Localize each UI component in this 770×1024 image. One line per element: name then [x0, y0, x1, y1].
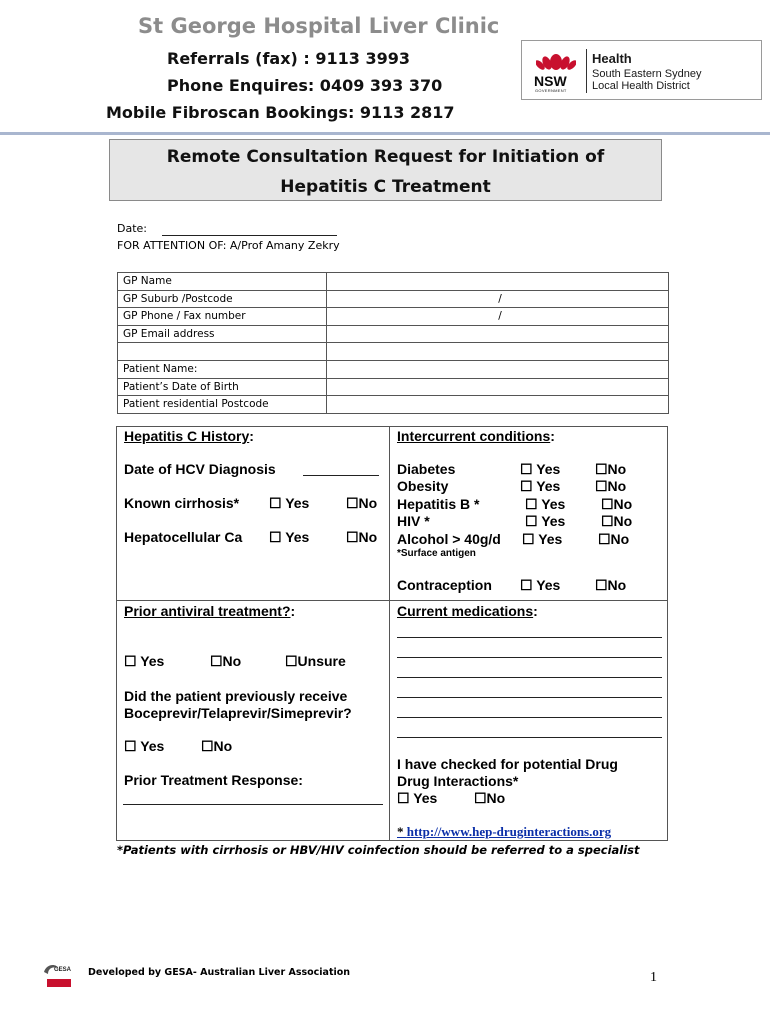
gesa-logo — [40, 962, 74, 988]
logo-government-text: GOVERNMENT — [535, 88, 567, 93]
logo-divider — [586, 49, 587, 93]
form-title-line2: Hepatitis C Treatment — [280, 177, 491, 197]
hcc-no-checkbox[interactable]: ☐No — [346, 529, 378, 545]
medication-line-4[interactable] — [397, 697, 662, 698]
gp-email-field[interactable] — [327, 325, 669, 343]
hepb-no-checkbox[interactable]: ☐No — [601, 496, 633, 512]
contraception-yes-checkbox[interactable]: ☐ Yes — [520, 577, 561, 593]
gp-suburb-field[interactable]: / — [327, 290, 669, 308]
hcv-history-heading: Hepatitis C History: — [124, 428, 254, 444]
medication-line-3[interactable] — [397, 677, 662, 678]
previous-drugs-question-line1: Did the patient previously receive — [124, 688, 348, 704]
medication-line-6[interactable] — [397, 737, 662, 738]
logo-health-text: Health — [592, 51, 632, 66]
prior-treatment-heading: Prior antiviral treatment?: — [124, 603, 296, 619]
grid-vertical-divider — [389, 427, 390, 840]
waratah-flower-icon — [536, 48, 576, 72]
gesa-logo-text: GESA — [54, 967, 72, 973]
prior-unsure-checkbox[interactable]: ☐Unsure — [285, 653, 346, 669]
hepb-label: Hepatitis B * — [397, 496, 480, 512]
attention-line: FOR ATTENTION OF: A/Prof Amany Zekry — [117, 239, 340, 252]
prior-yes-checkbox[interactable]: ☐ Yes — [124, 653, 165, 669]
diabetes-label: Diabetes — [397, 461, 456, 477]
page-number: 1 — [650, 970, 657, 985]
patient-name-field[interactable] — [327, 360, 669, 378]
form-title-line1: Remote Consultation Request for Initiation of — [166, 147, 605, 167]
prior-response-field[interactable] — [123, 804, 383, 805]
header-separator — [0, 132, 770, 135]
table-row — [118, 290, 669, 308]
patient-dob-label: Patient’s Date of Birth — [118, 378, 327, 396]
alcohol-no-checkbox[interactable]: ☐No — [598, 531, 630, 547]
ddi-yes-checkbox[interactable]: ☐ Yes — [397, 790, 438, 806]
referrals-fax: Referrals (fax) : 9113 3993 — [167, 49, 411, 68]
medication-line-1[interactable] — [397, 637, 662, 638]
ddi-check-line2: Drug Interactions* — [397, 773, 519, 789]
alcohol-label: Alcohol > 40g/d — [397, 531, 501, 547]
intercurrent-heading: Intercurrent conditions: — [397, 428, 555, 444]
hcc-label: Hepatocellular Ca — [124, 529, 243, 545]
previous-drugs-question-line2: Boceprevir/Telaprevir/Simeprevir? — [124, 705, 352, 721]
drug-interactions-link[interactable]: * http://www.hep-druginteractions.org — [397, 824, 612, 839]
hiv-label: HIV * — [397, 513, 430, 529]
hcv-date-label: Date of HCV Diagnosis — [124, 461, 276, 477]
table-row — [118, 396, 669, 414]
ddi-check-line1: I have checked for potential Drug — [397, 756, 618, 772]
obesity-no-checkbox[interactable]: ☐No — [595, 478, 627, 494]
ddi-no-checkbox[interactable]: ☐No — [474, 790, 506, 806]
logo-district-line2: Local Health District — [592, 80, 690, 92]
spacer-label — [118, 343, 327, 361]
hepb-yes-checkbox[interactable]: ☐ Yes — [525, 496, 566, 512]
medication-line-5[interactable] — [397, 717, 662, 718]
hiv-no-checkbox[interactable]: ☐No — [601, 513, 633, 529]
hcc-yes-checkbox[interactable]: ☐ Yes — [269, 529, 310, 545]
table-row — [118, 308, 669, 326]
contraception-no-checkbox[interactable]: ☐No — [595, 577, 627, 593]
patient-postcode-field[interactable] — [327, 396, 669, 414]
previous-drugs-yes-checkbox[interactable]: ☐ Yes — [124, 738, 165, 754]
specialist-referral-footnote: *Patients with cirrhosis or HBV/HIV coinfection should be referred to a specialist — [117, 843, 640, 857]
table-row — [118, 273, 669, 291]
cirrhosis-no-checkbox[interactable]: ☐No — [346, 495, 378, 511]
table-row — [118, 325, 669, 343]
gp-name-field[interactable] — [327, 273, 669, 291]
patient-dob-field[interactable] — [327, 378, 669, 396]
gp-phone-field[interactable]: / — [327, 308, 669, 326]
hiv-yes-checkbox[interactable]: ☐ Yes — [525, 513, 566, 529]
gp-name-label: GP Name — [118, 273, 327, 291]
date-label: Date: — [117, 222, 147, 235]
gp-patient-table — [117, 272, 669, 414]
surface-antigen-note: *Surface antigen — [397, 548, 476, 559]
obesity-label: Obesity — [397, 478, 449, 494]
hcv-date-field[interactable] — [303, 475, 379, 476]
spacer-field — [327, 343, 669, 361]
patient-name-label: Patient Name: — [118, 360, 327, 378]
prior-no-checkbox[interactable]: ☐No — [210, 653, 242, 669]
date-field[interactable] — [162, 235, 337, 236]
diabetes-no-checkbox[interactable]: ☐No — [595, 461, 627, 477]
patient-postcode-label: Patient residential Postcode — [118, 396, 327, 414]
diabetes-yes-checkbox[interactable]: ☐ Yes — [520, 461, 561, 477]
contraception-label: Contraception — [397, 577, 492, 593]
cirrhosis-yes-checkbox[interactable]: ☐ Yes — [269, 495, 310, 511]
phone-enquiries: Phone Enquires: 0409 393 370 — [167, 76, 443, 95]
table-row — [118, 343, 669, 361]
cirrhosis-label: Known cirrhosis* — [124, 495, 240, 511]
logo-nsw-text: NSW — [534, 73, 567, 89]
table-row — [118, 360, 669, 378]
previous-drugs-no-checkbox[interactable]: ☐No — [201, 738, 233, 754]
table-row — [118, 378, 669, 396]
obesity-yes-checkbox[interactable]: ☐ Yes — [520, 478, 561, 494]
alcohol-yes-checkbox[interactable]: ☐ Yes — [522, 531, 563, 547]
clinic-title: St George Hospital Liver Clinic — [138, 14, 500, 38]
current-medications-heading: Current medications: — [397, 603, 538, 619]
fibroscan-bookings: Mobile Fibroscan Bookings: 9113 2817 — [106, 103, 455, 122]
developed-by: Developed by GESA- Australian Liver Association — [88, 967, 351, 978]
gp-phone-label: GP Phone / Fax number — [118, 308, 327, 326]
nsw-health-logo — [521, 40, 762, 100]
grid-horizontal-divider — [117, 600, 667, 601]
form-title-box — [109, 139, 662, 201]
medication-line-2[interactable] — [397, 657, 662, 658]
clinical-history-grid — [116, 426, 668, 841]
prior-response-label: Prior Treatment Response: — [124, 772, 303, 788]
gp-email-label: GP Email address — [118, 325, 327, 343]
logo-district-line1: South Eastern Sydney — [592, 68, 702, 80]
gp-suburb-label: GP Suburb /Postcode — [118, 290, 327, 308]
